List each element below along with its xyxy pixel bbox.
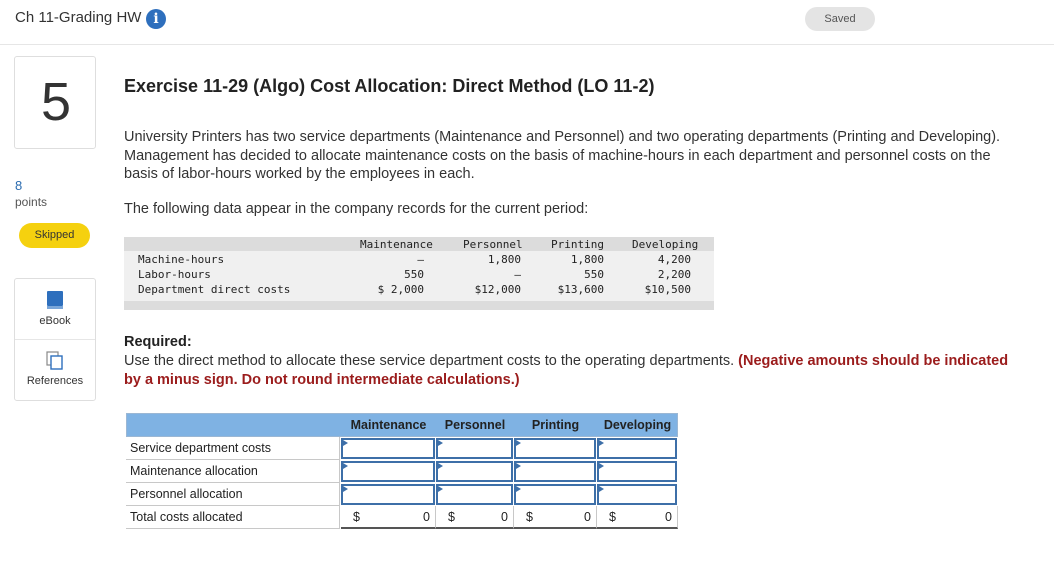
exercise-title: Exercise 11-29 (Algo) Cost Allocation: Direct Method (LO 11-2) [124, 76, 655, 96]
question-number-box [14, 56, 96, 149]
data-col-header: Maintenance [360, 238, 433, 251]
answer-row-label: Personnel allocation [126, 483, 340, 506]
personnel-allocation-personnel-input[interactable] [436, 484, 513, 505]
references-icon [46, 351, 64, 371]
data-cell: $13,600 [557, 283, 604, 296]
required-instructions: Use the direct method to allocate these service department costs to the operating departments. [124, 353, 739, 369]
total-value: 0 [584, 510, 591, 524]
points-value: 8 [15, 178, 23, 193]
answer-table [126, 413, 678, 528]
data-cell: 550 [584, 268, 604, 281]
service-costs-personnel-input[interactable] [436, 438, 513, 459]
total-personnel [436, 506, 514, 529]
answer-col-header: Personnel [444, 418, 506, 432]
status-badge: Skipped [19, 223, 90, 248]
required-text [124, 352, 1024, 389]
saved-status: Saved [805, 7, 875, 31]
data-col-header: Printing [551, 238, 604, 251]
maintenance-allocation-printing-input[interactable] [514, 461, 596, 482]
ebook-button[interactable] [15, 279, 95, 340]
maintenance-allocation-maintenance-input[interactable] [341, 461, 435, 482]
data-cell: $12,000 [474, 283, 521, 296]
data-cell: 550 [404, 268, 424, 281]
maintenance-allocation-personnel-input[interactable] [436, 461, 513, 482]
assignment-title: Ch 11-Grading HW [15, 9, 142, 26]
exercise-intro: University Printers has two service departments (Maintenance and Personnel) and two operating departments (Printing and Developing). Management has decided to allocate maintenance costs on the basis of machine-hours in each department and personnel costs on the basis of labor-hours worked by the employees in each. [124, 129, 1001, 182]
total-maintenance [341, 506, 436, 529]
data-cell: $10,500 [644, 283, 691, 296]
answer-col-header: Printing [531, 418, 580, 432]
data-cell: 1,800 [570, 253, 604, 266]
exercise-lead: The following data appear in the company records for the current period: [124, 201, 589, 217]
service-costs-printing-input[interactable] [514, 438, 596, 459]
answer-col-header: Maintenance [350, 418, 427, 432]
answer-row-label: Total costs allocated [126, 506, 340, 529]
data-cell: 2,200 [657, 268, 691, 281]
data-cell: — [417, 253, 424, 266]
currency-symbol: $ [526, 510, 533, 524]
currency-symbol: $ [353, 510, 360, 524]
service-costs-developing-input[interactable] [597, 438, 677, 459]
personnel-allocation-printing-input[interactable] [514, 484, 596, 505]
personnel-allocation-developing-input[interactable] [597, 484, 677, 505]
service-costs-maintenance-input[interactable] [341, 438, 435, 459]
side-tools [14, 278, 96, 401]
assignment-header [0, 0, 1054, 45]
data-col-header: Developing [632, 238, 699, 251]
data-cell: $ 2,000 [377, 283, 424, 296]
total-value: 0 [501, 510, 508, 524]
points-label: points [15, 195, 48, 209]
maintenance-allocation-developing-input[interactable] [597, 461, 677, 482]
data-row-label: Department direct costs [138, 283, 291, 296]
ebook-label: eBook [39, 315, 71, 327]
total-printing [514, 506, 597, 529]
currency-symbol: $ [609, 510, 616, 524]
data-cell: — [514, 268, 521, 281]
required-warning: (Negative amounts should be indicated by a minus sign. Do not round intermediate calculations.) [124, 353, 1009, 388]
answer-col-header: Developing [603, 418, 672, 432]
total-developing [597, 506, 678, 529]
data-table [124, 237, 714, 310]
total-value: 0 [665, 510, 672, 524]
required-title: Required: [124, 334, 192, 350]
answer-row-label: Service department costs [126, 437, 340, 460]
data-row-label: Labor-hours [138, 268, 211, 281]
book-icon [46, 290, 64, 310]
references-button[interactable] [15, 340, 95, 401]
answer-row-label: Maintenance allocation [126, 460, 340, 483]
data-col-header: Personnel [463, 238, 523, 251]
data-cell: 1,800 [487, 253, 521, 266]
currency-symbol: $ [448, 510, 455, 524]
data-table-footer-band [124, 301, 714, 310]
data-row-label: Machine-hours [138, 253, 225, 266]
question-number: 5 [40, 72, 72, 132]
data-cell: 4,200 [657, 253, 691, 266]
references-label: References [26, 375, 84, 387]
total-value: 0 [423, 510, 430, 524]
info-icon[interactable]: i [146, 9, 166, 29]
personnel-allocation-maintenance-input[interactable] [341, 484, 435, 505]
